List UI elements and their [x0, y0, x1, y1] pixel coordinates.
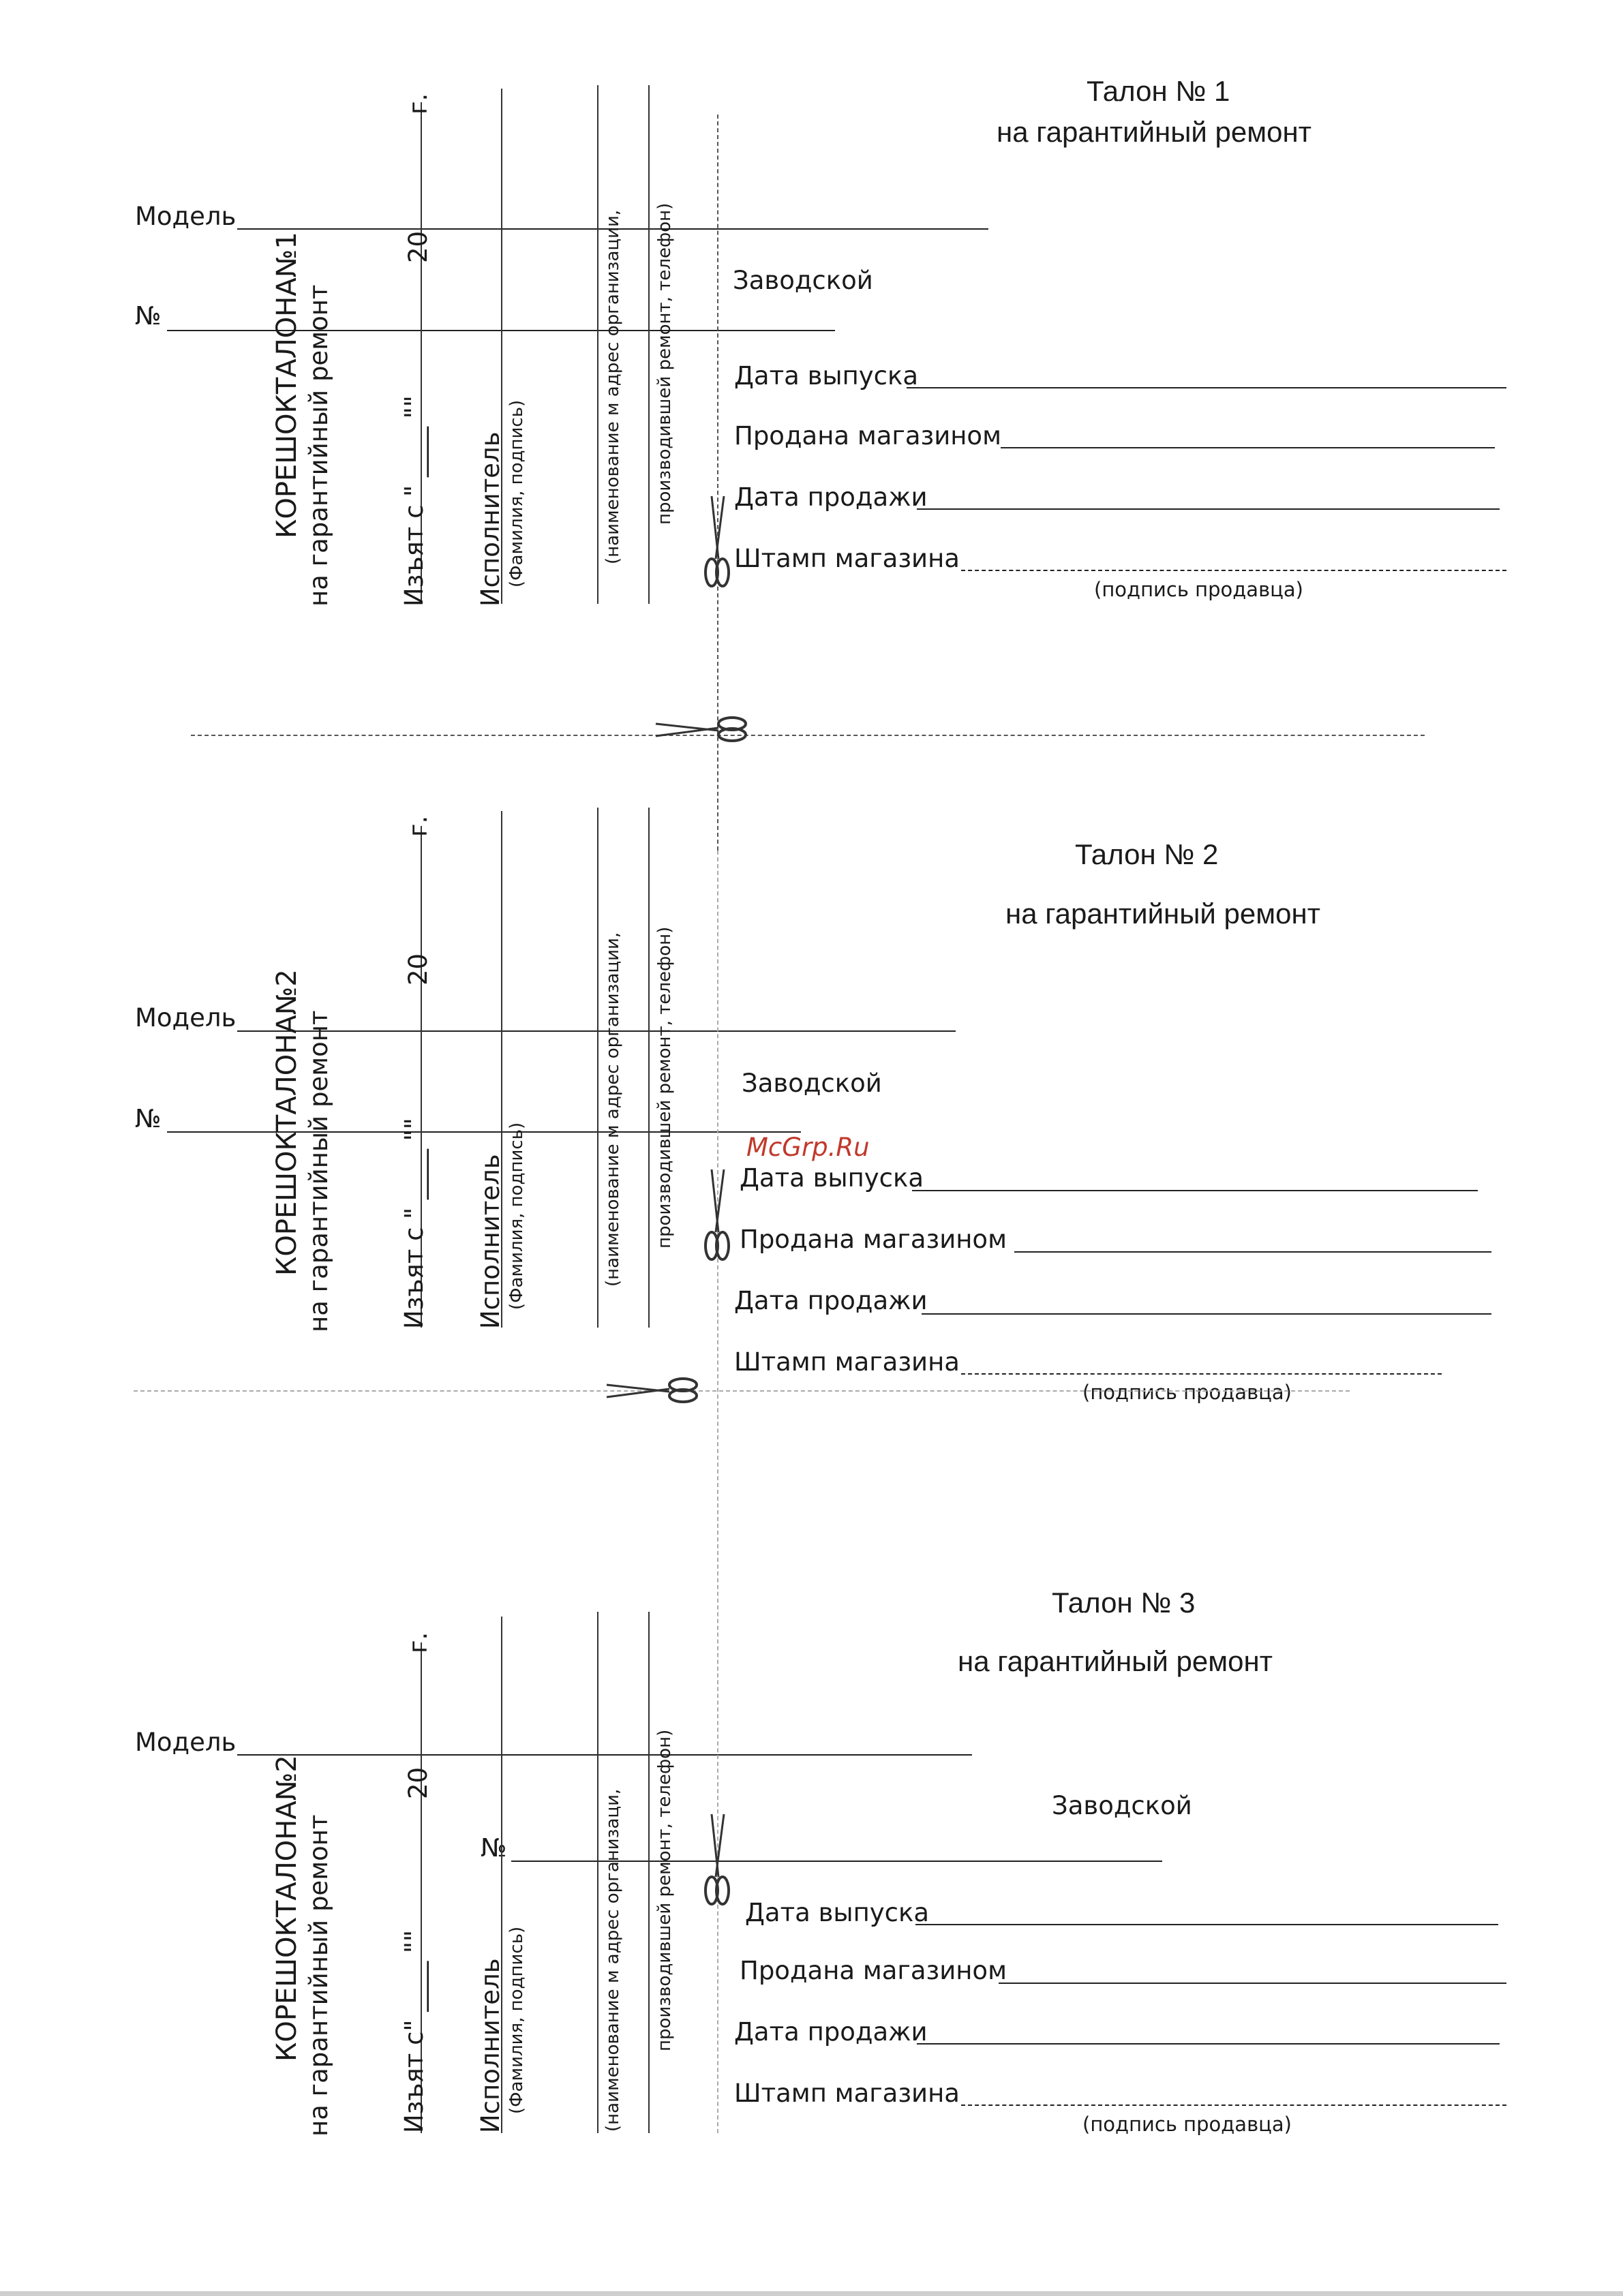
sale-date-line[interactable]	[922, 1313, 1491, 1315]
stub-year-prefix: 20	[404, 230, 433, 263]
number-line[interactable]	[167, 1131, 801, 1133]
stamp-label: Штамп магазина	[734, 2079, 960, 2108]
number-label: №	[481, 1833, 507, 1863]
seller-signature-note: (подпись продавца)	[1082, 1381, 1292, 1404]
sale-date-label: Дата продажи	[734, 2017, 928, 2047]
number-label: №	[135, 1104, 162, 1133]
stub-subtitle: на гарантийный ремонт	[304, 1814, 333, 2137]
stub-year-prefix: 20	[404, 1766, 433, 1799]
coupon-subtitle: на гарантийный ремонт	[958, 1645, 1273, 1677]
release-date-label: Дата выпуска	[740, 1163, 924, 1193]
release-date-label: Дата выпуска	[745, 1898, 930, 1927]
serial-label: Заводской	[733, 266, 873, 295]
stub-subtitle: на гарантийный ремонт	[304, 284, 333, 607]
serial-label: Заводской	[742, 1069, 882, 1098]
sale-date-line[interactable]	[917, 2043, 1500, 2045]
stub-executor-note: (Фамилия, подпись)	[506, 1122, 527, 1310]
sale-date-label: Дата продажи	[734, 483, 928, 512]
release-date-line[interactable]	[907, 387, 1506, 388]
coupon-title: Талон № 3	[1052, 1587, 1196, 1619]
coupon-title: Талон № 2	[1075, 838, 1219, 870]
stub-executor-note: (Фамилия, подпись)	[506, 399, 527, 587]
stub-org-note: (наименование м адрес организаци,	[603, 1788, 623, 2132]
cut-line-horizontal-1	[191, 735, 1425, 736]
scissors-icon	[607, 1375, 702, 1407]
stub-repair-note: производившей ремонт, телефон)	[654, 202, 675, 525]
scissors-icon	[702, 1814, 733, 1910]
scissors-icon	[702, 496, 733, 592]
stub-withdrawn: Изъят с" ____ ""	[399, 1930, 429, 2133]
stub-repair-line	[648, 1612, 650, 2133]
stub-executor-note: (Фамилия, подпись)	[506, 1926, 527, 2114]
model-label: Модель	[135, 1728, 237, 1757]
stub-title: КОРЕШОКТАЛОНА№1	[271, 232, 303, 538]
stub-year-suffix: г.	[404, 93, 433, 114]
release-date-label: Дата выпуска	[734, 361, 919, 391]
cut-line-vertical-2	[717, 851, 718, 2133]
stub-repair-line	[648, 808, 650, 1328]
stub-org-note: (наименование м адрес организации,	[603, 209, 623, 564]
stub-withdrawn: Изъят с " ____ ""	[399, 395, 429, 607]
stub-repair-note: производившей ремонт, телефон)	[654, 926, 675, 1249]
sold-by-label: Продана магазином	[740, 1225, 1007, 1254]
sold-by-label: Продана магазином	[740, 1956, 1007, 1985]
sold-by-label: Продана магазином	[734, 421, 1001, 450]
stub-org-line	[597, 808, 598, 1328]
serial-label: Заводской	[1052, 1791, 1192, 1820]
release-date-line[interactable]	[912, 1190, 1478, 1191]
release-date-line[interactable]	[915, 1924, 1498, 1925]
model-line[interactable]	[237, 1754, 972, 1756]
seller-signature-note: (подпись продавца)	[1094, 578, 1303, 601]
scissors-icon	[702, 1169, 733, 1265]
sale-date-label: Дата продажи	[734, 1286, 928, 1315]
number-label: №	[135, 301, 162, 331]
stub-repair-note: производившей ремонт, телефон)	[654, 1729, 675, 2051]
stub-year-suffix: г.	[404, 1632, 433, 1653]
page-bottom-edge	[0, 2291, 1623, 2296]
seller-signature-note: (подпись продавца)	[1082, 2113, 1292, 2136]
cut-line-horizontal-2	[134, 1390, 1350, 1392]
stub-subtitle: на гарантийный ремонт	[304, 1010, 333, 1332]
stub-title: КОРЕШОКТАЛОНА№2	[271, 969, 303, 1276]
stub-executor: Исполнитель	[476, 1154, 505, 1329]
coupon-subtitle: на гарантийный ремонт	[997, 116, 1311, 148]
model-line[interactable]	[237, 1030, 956, 1032]
stub-org-note: (наименование м адрес организации,	[603, 932, 623, 1287]
stamp-line[interactable]	[961, 1373, 1442, 1375]
scissors-icon	[656, 714, 751, 746]
stub-year-suffix: г.	[404, 815, 433, 837]
sold-by-line[interactable]	[1014, 1251, 1491, 1253]
stamp-line[interactable]	[961, 570, 1506, 571]
sale-date-line[interactable]	[917, 508, 1500, 510]
coupon-subtitle: на гарантийный ремонт	[1005, 898, 1320, 930]
stub-withdrawn: Изъят с " ____ ""	[399, 1118, 429, 1329]
stub-org-line	[597, 85, 598, 604]
stamp-line[interactable]	[961, 2104, 1506, 2106]
stub-year-prefix: 20	[404, 953, 433, 985]
sold-by-line[interactable]	[999, 1983, 1506, 1984]
stub-title: КОРЕШОКТАЛОНА№2	[271, 1755, 303, 2062]
stub-executor: Исполнитель	[476, 431, 505, 607]
stub-org-line	[597, 1612, 598, 2133]
sold-by-line[interactable]	[1001, 447, 1495, 448]
stub-repair-line	[648, 85, 650, 604]
model-label: Модель	[135, 202, 237, 231]
coupon-title: Талон № 1	[1087, 75, 1230, 107]
model-label: Модель	[135, 1003, 237, 1032]
stub-executor: Исполнитель	[476, 1958, 505, 2133]
stamp-label: Штамп магазина	[734, 544, 960, 573]
watermark: McGrp.Ru	[746, 1133, 870, 1162]
stamp-label: Штамп магазина	[734, 1347, 960, 1377]
